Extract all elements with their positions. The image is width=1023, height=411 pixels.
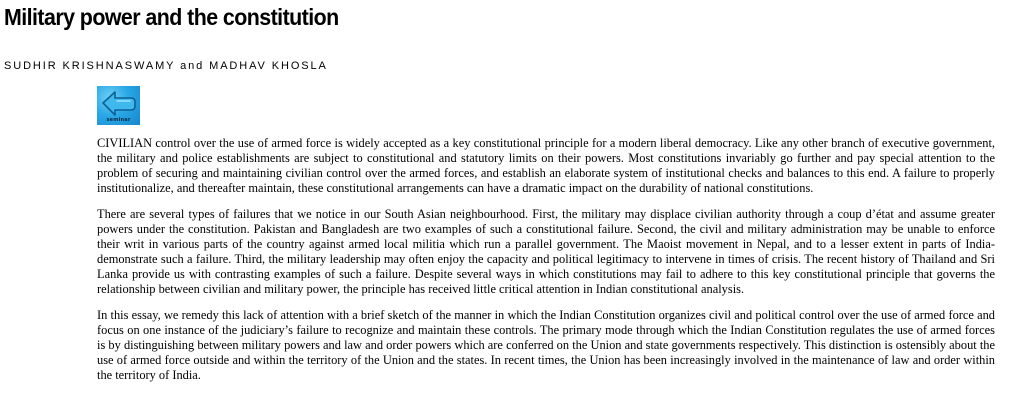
paragraph: There are several types of failures that we notice in our South Asian neighbourhood. First, the military may displace civilian authority through a coup d’état and assume greater powers under the constitution. Pakistan and Bangladesh are two examples of such a constitutional failure. Second, the civil and military administration may be unable to enforce their writ in various parts of the country against armed local militia which run a parallel government. The Maoist movement in Nepal, and to a lesser extent in parts of India-demonstrate such a failure. Third, the military leadership may often enjoy the capacity and political legitimacy to intervene in times of crisis. The recent history of Thailand and Sri Lanka provide us with contrasting examples of such a failure. Despite several ways in which constitutions may fail to adhere to this key constitutional principle that governs the relationship between civilian and military power, the principle has received little critical attention in Indian constitutional analysis.: [97, 207, 995, 296]
paragraph: CIVILIAN control over the use of armed force is widely accepted as a key constitutional principle for a modern liberal democracy. Like any other branch of executive government, the military and police establishments are subject to constitutional and statutory limits on their powers. Most constitutions invariably go further and pay special attention to the problem of securing and maintaining civilian control over the armed forces, and establish an elaborate system of institutional checks and balances to this end. A failure to properly institutionalize, and thereafter maintain, these constitutional arrangements can have a dramatic impact on the durability of national constitutions.: [97, 136, 995, 195]
logo-caption: seminar: [106, 117, 131, 123]
article-title: Military power and the constitution: [4, 4, 339, 30]
paragraph: In this essay, we remedy this lack of attention with a brief sketch of the manner in which the Indian Constitution organizes civil and political control over the use of armed force and focus on one instance of the judiciary’s failure to recognize and maintain these controls. The primary mode through which the Indian Constitution regulates the use of armed forces is by distinguishing between military powers and law and order powers which are conferred on the Union and state governments respectively. This distinction is ostensibly about the use of armed force outside and within the territory of the Union and the states. In recent times, the Union has been increasingly involved in the maintenance of law and order within the territory of India.: [97, 308, 995, 382]
article-authors: SUDHIR KRISHNASWAMY and MADHAV KHOSLA: [4, 60, 328, 72]
article-body: [97, 136, 995, 394]
seminar-back-button[interactable]: [97, 86, 140, 125]
